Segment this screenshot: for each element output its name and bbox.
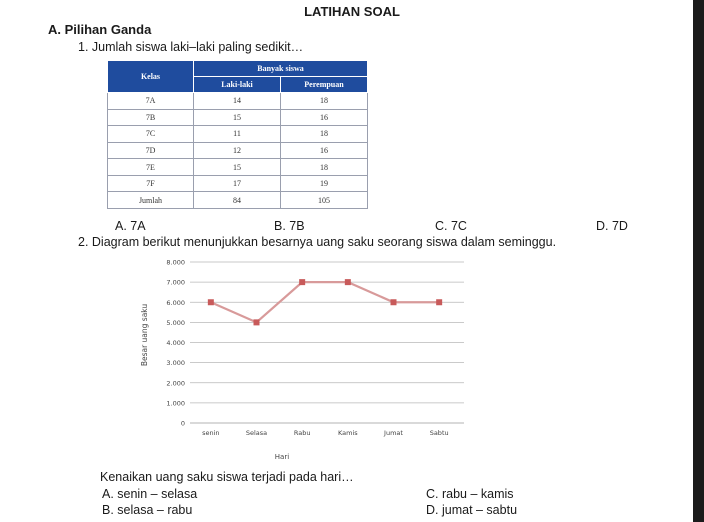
cell-kelas: 7C: [108, 126, 194, 143]
cell-perempuan: 18: [281, 159, 368, 176]
table-row: [108, 142, 368, 159]
x-axis-label: Hari: [274, 453, 290, 461]
y-tick-label: 3.000: [166, 359, 185, 368]
data-point-marker: [436, 299, 442, 305]
cell-laki: 11: [194, 126, 281, 143]
x-tick-label: Kamis: [338, 429, 358, 437]
cell-laki: 15: [194, 109, 281, 126]
table-row-total: [108, 192, 368, 209]
cell-perempuan: 105: [281, 192, 368, 209]
data-point-marker: [299, 279, 305, 285]
page-title: LATIHAN SOAL: [304, 4, 400, 19]
cell-laki: 12: [194, 142, 281, 159]
data-point-marker: [391, 299, 397, 305]
data-point-marker: [345, 279, 351, 285]
question-2-text: 2. Diagram berikut menunjukkan besarnya uang saku seorang siswa dalam seminggu.: [78, 235, 557, 249]
x-tick-label: Jumat: [384, 429, 403, 437]
cell-perempuan: 16: [281, 142, 368, 159]
pocket-money-line-chart: [137, 250, 477, 465]
cell-perempuan: 18: [281, 93, 368, 110]
student-count-table: [107, 60, 368, 209]
table-row: [108, 109, 368, 126]
cut-off-next-line: [100, 517, 660, 522]
cell-perempuan: 16: [281, 109, 368, 126]
x-tick-label: Sabtu: [429, 429, 449, 437]
x-tick-label: senin: [202, 429, 220, 437]
q2-option-a[interactable]: A. senin – selasa: [102, 487, 198, 501]
table-row: [108, 126, 368, 143]
header-kelas: Kelas: [108, 61, 194, 93]
y-tick-label: 0: [180, 419, 185, 428]
data-point-marker: [254, 319, 260, 325]
cell-laki: 84: [194, 192, 281, 209]
cell-kelas: 7B: [108, 109, 194, 126]
cell-kelas: 7F: [108, 175, 194, 192]
x-tick-label: Selasa: [245, 429, 268, 437]
table-row: [108, 93, 368, 110]
window-frame-edge: [693, 0, 704, 522]
data-point-marker: [208, 299, 214, 305]
q1-option-d[interactable]: D. 7D: [596, 219, 628, 233]
cell-kelas: Jumlah: [108, 192, 194, 209]
cell-kelas: 7E: [108, 159, 194, 176]
table-row: [108, 159, 368, 176]
question-2-follow-text: Kenaikan uang saku siswa terjadi pada hari…: [100, 470, 354, 484]
y-tick-label: 7.000: [166, 278, 185, 287]
y-axis-label: Besar uang saku: [140, 303, 149, 367]
q2-option-b[interactable]: B. selasa – rabu: [102, 503, 193, 517]
cell-perempuan: 18: [281, 126, 368, 143]
header-laki-laki: Laki-laki: [194, 77, 281, 93]
question-1-text: 1. Jumlah siswa laki–laki paling sedikit…: [78, 40, 304, 54]
y-tick-label: 4.000: [166, 339, 185, 347]
cell-laki: 17: [194, 175, 281, 192]
y-tick-label: 5.000: [166, 318, 185, 327]
x-tick-label: Rabu: [293, 429, 311, 437]
table-row: [108, 175, 368, 192]
y-tick-label: 1.000: [166, 399, 185, 408]
header-perempuan: Perempuan: [281, 77, 368, 93]
q1-option-b[interactable]: B. 7B: [274, 219, 305, 233]
q2-option-d[interactable]: D. jumat – sabtu: [426, 503, 518, 517]
q2-option-c[interactable]: C. rabu – kamis: [426, 487, 514, 501]
cell-kelas: 7D: [108, 142, 194, 159]
q1-option-c[interactable]: C. 7C: [435, 219, 467, 233]
header-banyak-siswa: Banyak siswa: [194, 61, 368, 77]
cell-kelas: 7A: [108, 93, 194, 110]
cell-perempuan: 19: [281, 175, 368, 192]
cell-laki: 14: [194, 93, 281, 110]
y-tick-label: 2.000: [166, 379, 185, 388]
cell-laki: 15: [194, 159, 281, 176]
y-tick-label: 8.000: [166, 258, 185, 267]
section-heading: A. Pilihan Ganda: [48, 22, 152, 37]
q1-option-a[interactable]: A. 7A: [115, 219, 146, 233]
y-tick-label: 6.000: [166, 298, 185, 307]
